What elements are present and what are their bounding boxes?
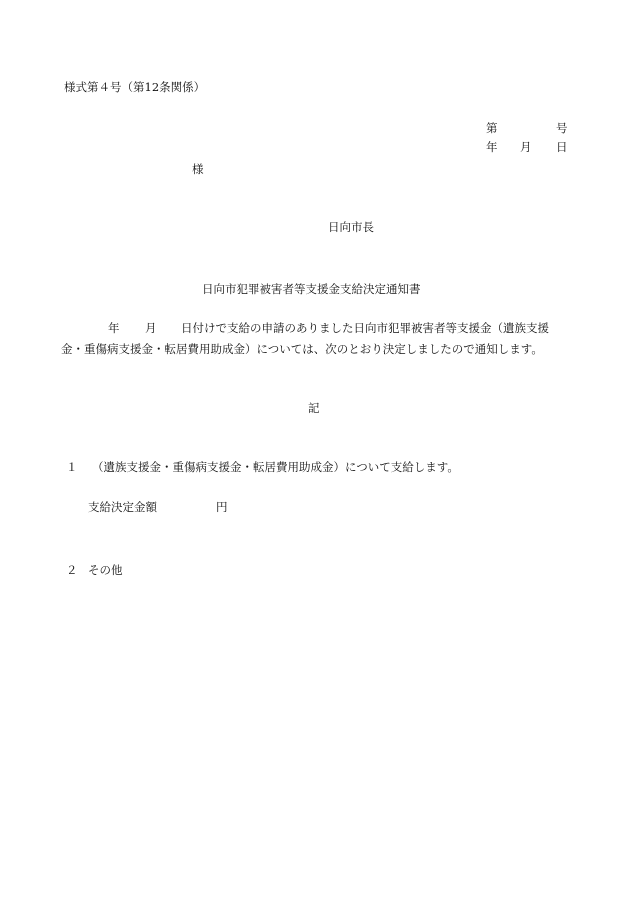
document-title: 日向市犯罪被害者等支援金支給決定通知書 <box>202 282 421 296</box>
item-2-text: その他 <box>88 563 123 577</box>
body-year: 年 <box>108 321 120 335</box>
form-number: 様式第４号（第12条関係） <box>64 80 206 94</box>
date-month: 月 <box>520 140 532 154</box>
item-2 <box>66 565 123 577</box>
item-1-number: １ <box>66 460 78 474</box>
item-1-text: （遺族支援金・重傷病支援金・転居費用助成金）について支給します。 <box>92 460 459 474</box>
payment-amount-unit: 円 <box>216 500 228 514</box>
sender: 日向市長 <box>328 220 374 234</box>
date-year: 年 <box>486 140 498 154</box>
item-1 <box>66 462 459 474</box>
payment-amount <box>88 502 228 514</box>
body-line-1-text: 日付けで支給の申請のありました日向市犯罪被害者等支援金（遺族支援 <box>181 321 549 335</box>
doc-number-suffix: 号 <box>556 121 568 135</box>
date-day: 日 <box>556 140 568 154</box>
body-line-1 <box>108 323 549 335</box>
payment-amount-label: 支給決定金額 <box>88 500 157 514</box>
doc-number-prefix: 第 <box>486 121 498 135</box>
item-2-number: ２ <box>66 563 78 577</box>
body-line-2: 金・重傷病支援金・転居費用助成金）については、次のとおり決定しましたので通知します。 <box>61 342 543 356</box>
addressee-honorific: 様 <box>192 162 204 176</box>
ki-marker: 記 <box>308 401 320 415</box>
body-month: 月 <box>145 321 157 335</box>
